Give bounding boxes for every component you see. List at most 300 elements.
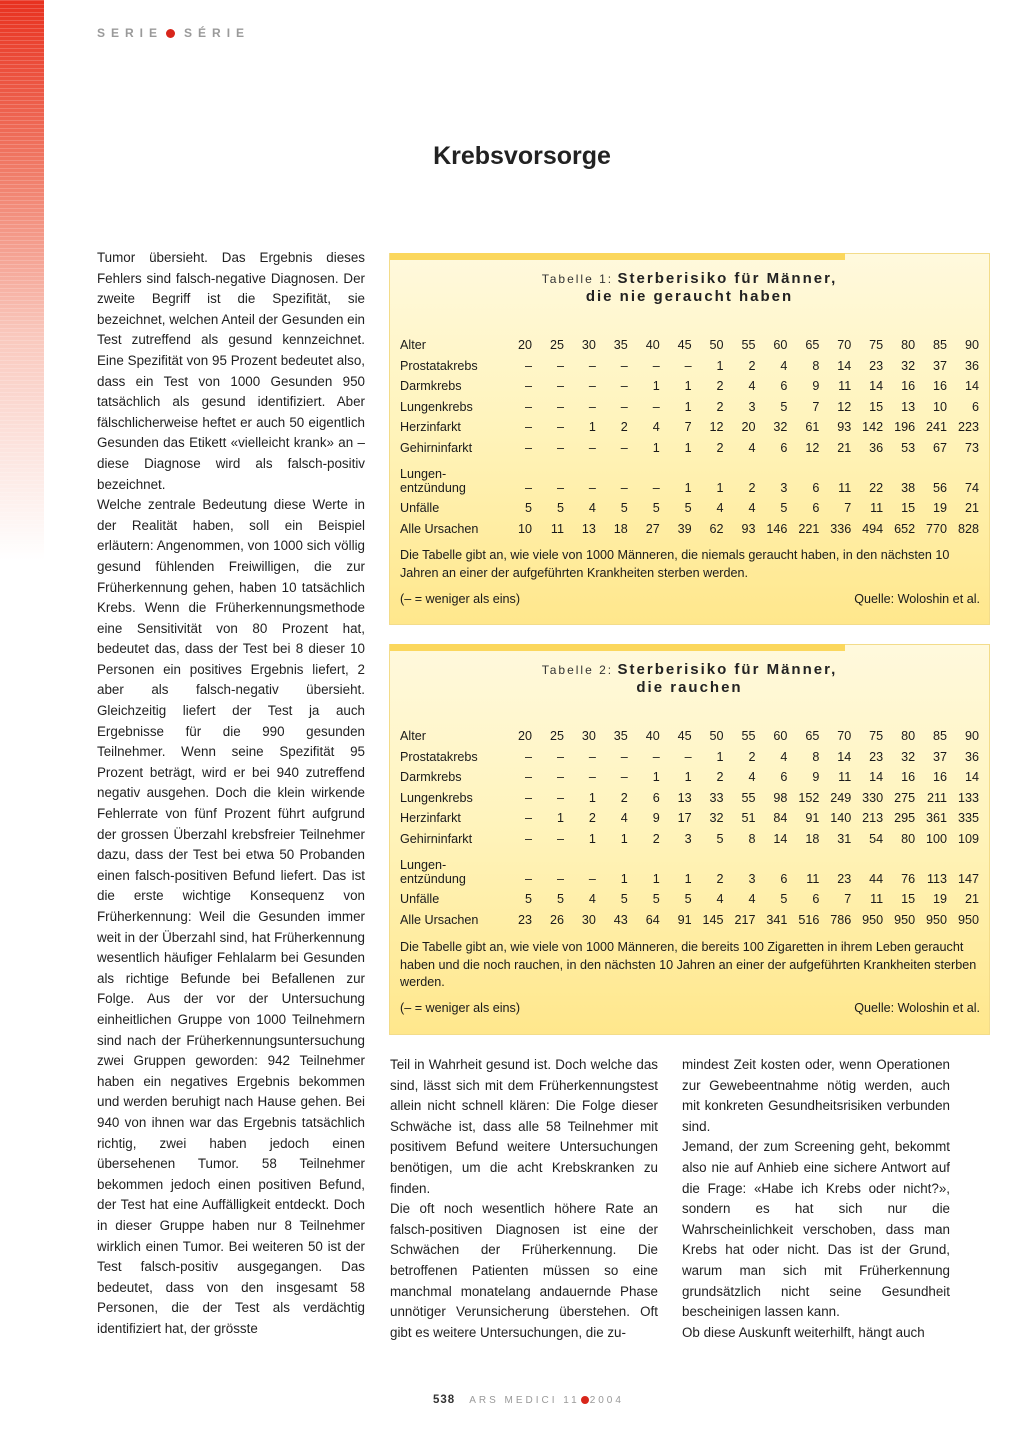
table-cell: 21 [964,501,979,515]
table-cell: 23 [869,749,884,764]
row-label: Alle Ursachen [400,521,479,536]
table-row [400,846,979,886]
table-cell: 5 [556,501,564,515]
row-label: Herzinfarkt [400,420,461,434]
table-cell: 23 [869,358,884,373]
table-cell: 4 [620,811,628,825]
table-cell: 2 [748,480,756,495]
table-cell: 1 [684,399,692,414]
table-cell: 2 [652,831,660,846]
table-row [400,434,979,455]
table-cell: 13 [901,399,916,414]
table-label: Tabelle 2: [541,663,614,677]
table-note: Die Tabelle gibt an, wie viele von 1000 Männeren, die bereits 100 Zigaretten in ihrem Leben geraucht haben und die noch rauchen, in den nächsten 10 Jahren an einer der aufgeführten Krankheiten sterben werden. [400,940,977,989]
table-cell: 4 [716,501,724,515]
data-table [400,721,979,927]
table-cell: 1 [684,770,692,784]
column-header-age: 35 [613,729,628,743]
paragraph: Welche zentrale Bedeutung diese Werte in der Realität haben, soll ein Beispiel erläutern: Angenommen, von 1000 sich völlig gesund fühlenden Freiwilligen, die zur Früherkennung gehen, haben 10 tatsächlich Krebs. Wenn die Früherkennungsmethode eine Sensitivität von 80 Prozent hat, bedeutet das, dass der Test bei 8 dieser 10 Personen ein positives Ergebnis liefert, 2 aber als falsch-negativ übersieht. Gleichzeitig liefert der Test ja auch Ergebnisse für die 990 gesunden Teilnehmer. Wenn seine Spezifität 95 Prozent beträgt, wird er bei 940 zutreffend negativ ausgehen. Doch die klein wirkende Fehlerrate von fünf Prozent führt aufgrund der grossen Überzahl krebsfreier Teilnehmer dazu, dass der Test bei etwa 50 Probanden einen falsch-positiven Befund liefert. Das ist die erste wichtige Konsequenz von Früherkennung: Weil die Gesunden immer weit in der Überzahl sind, hat Früherkennung wesentlich häufiger Fehlalarm bei Gesunden als richtige Befunde bei Befallenen zur Folge. Aus der vor der Untersuchung einheitlichen Gruppe von 1000 Teilnehmern sind nach der Früherkennungsuntersuchung zwei Gruppen geworden: 942 Teilnehmer haben ein negatives Ergebnis bekommen und werden beruhigt nach Hause gehen. Bei 940 von ihnen war das Ergebnis tatsächlich richtig, zwei haben jedoch einen übersehenen Tumor. 58 Teilnehmer bekommen jedoch einen positiven Befund, der Test hat eine Auffälligkeit entdeckt. Doch in dieser Gruppe haben nur 8 Teilnehmer wirklich einen Tumor. Bei weiteren 50 ist der Test falsch-positiv ausgegangen. Das bedeutet, dass von den insgesamt 58 Personen, die der Test als verdächtig identifiziert hat, der grösste [97,497,365,1336]
table-cell: – [525,871,533,886]
column-header-age: 80 [901,338,916,352]
paragraph: Die oft noch wesentlich höhere Rate an falsch-positiven Diagnosen ist eine der Schwächen der Früherkennung. Die betroffenen Patienten müssen so eine manchmal monatelang andauernde Phase unnötiger Verunsicherung überstehen. Oft gibt es weitere Untersuchungen, die zu- [390,1201,658,1340]
text-column-right [682,1055,950,1343]
table-cell: 9 [812,379,820,393]
table-cell: 11 [870,501,884,515]
table-cell: – [588,358,596,373]
table-cell: 2 [588,811,596,825]
table-cell: – [556,871,564,886]
table-cell: 1 [588,790,596,805]
table-cell: 2 [620,790,628,805]
table-cell: 2 [748,358,756,373]
table-cell: 223 [957,420,979,434]
table-cell: 7 [844,892,852,906]
column-header-age: 30 [581,338,596,352]
table-cell: 361 [926,811,948,825]
column-header-age: 55 [741,729,756,743]
table-cell: – [588,871,596,886]
table-cell: 36 [964,358,979,373]
table-cell: 32 [709,811,724,825]
row-label-part: Lungen- [400,466,447,481]
table-cell: 113 [926,871,948,886]
journal-year: 2004 [589,1394,624,1406]
table-cell: – [525,440,533,455]
table-cell: 1 [684,871,692,886]
table-cell: 32 [773,420,788,434]
table-cell: – [556,790,564,805]
table-cell: 770 [926,521,948,536]
table-cell: 6 [780,770,788,784]
table-cell: 8 [748,831,756,846]
table-cell: – [556,770,564,784]
table-cell: 6 [812,480,820,495]
table-cell: 145 [702,912,724,927]
table-cell: 2 [716,871,724,886]
table-source: Quelle: Woloshin et al. [854,1001,980,1015]
table-cell: 27 [645,521,660,536]
table-cell: 133 [957,790,979,805]
column-header-age: 70 [837,338,852,352]
row-label: Unfälle [400,501,440,515]
table-cell: – [588,399,596,414]
table-cell: 140 [830,811,852,825]
column-header-age: 75 [869,729,884,743]
table-cell: 786 [830,912,852,927]
table-cell: – [588,749,596,764]
table-cell: 15 [901,501,916,515]
table-cell: – [556,831,564,846]
row-label: Unfälle [400,892,440,906]
table-cell: 93 [741,521,756,536]
table-cell: 5 [780,399,788,414]
journal-name: ARS MEDICI 11 [469,1394,580,1406]
table-cell: 5 [525,501,533,515]
table-cell: 64 [645,912,660,927]
column-header-age: 25 [549,338,564,352]
paragraph: Tumor übersieht. Das Ergebnis dieses Fehlers sind falsch-negative Diagnosen. Der zweite Begriff ist die Spezifität, sie bezeichnet, welchen Anteil der Gesunden ein Test zutreffend als gesund kennzeichnet. Eine Spezifität von 95 Prozent bedeutet also, dass ein Test von 1000 Gesunden 950 tatsächlich als gesund identifiziert. Aber fälschlicherweise heftet er auch 50 eigentlich Gesunden das Etikett «vielleicht krank» an – diese Diagnose wird als falsch-positiv bezeichnet. [97,250,365,492]
table-cell: – [684,358,692,373]
row-label [400,846,500,886]
table-cell: 11 [550,521,564,536]
table-cell: 37 [933,358,948,373]
table-cell: 330 [862,790,884,805]
table-cell: 1 [652,770,660,784]
table-cell: 53 [901,440,916,455]
table-cell: 2 [716,399,724,414]
row-label: Lungenkrebs [400,399,473,414]
table-cell: 3 [748,399,756,414]
row-label: Gehirninfarkt [400,831,473,846]
table-cell: 84 [773,811,788,825]
column-header-age: 85 [933,338,948,352]
table-cell: 14 [837,749,852,764]
table-cell: 1 [684,480,692,495]
table-cell: 54 [869,831,884,846]
table-header-row [400,721,979,743]
table-cell: 15 [869,399,884,414]
table-cell: 3 [748,871,756,886]
table-cell: 51 [741,811,756,825]
table-cell: – [525,831,533,846]
table-cell: 14 [964,770,979,784]
paragraph: Jemand, der zum Screening geht, bekommt also nie auf Anhieb eine sichere Antwort auf die Frage: «Habe ich Krebs oder nicht?», sondern es hat sich nur die Wahrscheinlichkeit verschoben, dass man Krebs hat oder nicht. Das ist der Grund, warum man sich mit Früherkennung grundsätzlich nicht seine Gesundheit bescheinigen lassen kann. [682,1139,950,1320]
table-cell: 146 [766,521,788,536]
table-title-line2: die nie geraucht haben [585,288,794,305]
table-cell: 4 [588,892,596,906]
table-cell: 5 [780,892,788,906]
table-cell: 4 [780,749,788,764]
page-title: Krebsvorsorge [433,142,611,170]
table-cell: 16 [901,379,916,393]
table-cell: 38 [901,480,916,495]
table-legend: (– = weniger als eins) [400,1001,521,1015]
table-cell: 12 [709,420,724,434]
table-cell: 1 [684,379,692,393]
table-row [400,393,979,414]
row-label: Herzinfarkt [400,811,461,825]
table-cell: 4 [748,892,756,906]
table-cell: 8 [812,358,820,373]
table-cell: 22 [869,480,884,495]
table-row [400,373,979,394]
column-header-age: 35 [613,338,628,352]
table-cell: – [556,480,564,495]
table-accent-bar [390,253,845,260]
row-label: Prostatakrebs [400,358,478,373]
table-cell: 62 [709,521,724,536]
table-cell: 11 [838,770,852,784]
table-cell: – [525,358,533,373]
table-cell: 950 [862,912,884,927]
data-table [400,330,979,536]
table-title: Sterberisiko für Männer, [617,270,838,287]
table-cell: 4 [748,501,756,515]
table-cell: 11 [838,480,852,495]
table-cell: 76 [901,871,916,886]
table-cell: 275 [894,790,916,805]
table-cell: 6 [652,790,660,805]
column-header-age: 85 [933,729,948,743]
table-row [400,515,979,536]
table-cell: – [556,379,564,393]
table-cell: 1 [556,811,564,825]
table-cell: 5 [652,892,660,906]
table-cell: 4 [748,440,756,455]
table-cell: – [525,770,533,784]
column-header-age: 40 [645,729,660,743]
table-legend: (– = weniger als eins) [400,592,521,606]
table-cell: – [588,480,596,495]
table-cell: 12 [805,440,820,455]
table-caption [390,661,989,696]
table-cell: 6 [780,440,788,455]
table-source: Quelle: Woloshin et al. [854,592,980,606]
table-cell: 37 [933,749,948,764]
table-cell: 6 [812,501,820,515]
table-cell: 5 [620,892,628,906]
table-cell: 8 [812,749,820,764]
table-cell: 31 [837,831,852,846]
table-cell: 4 [716,892,724,906]
table-cell: – [684,749,692,764]
table-cell: 4 [748,379,756,393]
table-cell: – [620,358,628,373]
table-cell: 2 [748,749,756,764]
row-label: Prostatakrebs [400,749,478,764]
table-cell: 950 [894,912,916,927]
table-cell: 91 [805,811,820,825]
table-accent-bar [390,644,845,651]
table-cell: 20 [741,420,756,434]
paragraph: Ob diese Auskunft weiterhilft, hängt auch [682,1324,925,1340]
page-footer [433,1394,624,1406]
table-cell: – [525,811,533,825]
table-cell: 1 [620,831,628,846]
table-cell: 336 [830,521,852,536]
table-cell: 23 [518,912,533,927]
table-cell: 211 [926,790,948,805]
table-cell: 2 [716,379,724,393]
column-header-age: 45 [677,338,692,352]
table-cell: 16 [933,379,948,393]
table-cell: 55 [741,790,756,805]
table-cell: 17 [677,811,692,825]
table-cell: – [620,480,628,495]
column-header-age: 90 [964,729,979,743]
table-cell: 13 [677,790,692,805]
table-cell: 80 [901,831,916,846]
table-cell: 39 [677,521,692,536]
table-cell: 6 [971,399,979,414]
row-label: Darmkrebs [400,770,462,784]
table-cell: 11 [870,892,884,906]
table-cell: 10 [518,521,533,536]
table-cell: – [652,399,660,414]
table-cell: 21 [964,892,979,906]
row-label: Gehirninfarkt [400,440,473,455]
table-cell: 828 [957,521,979,536]
table-cell: 950 [926,912,948,927]
table-cell: – [588,440,596,455]
table-cell: 33 [709,790,724,805]
table-cell: 147 [957,871,979,886]
table-cell: 12 [837,399,852,414]
table-cell: 15 [901,892,916,906]
table-cell: 100 [926,831,948,846]
table-cell: 91 [677,912,692,927]
table-cell: 142 [862,420,884,434]
table-cell: – [525,379,533,393]
table-cell: – [525,420,533,434]
table-cell: 241 [926,420,948,434]
table-cell: 7 [812,399,820,414]
table-cell: 5 [620,501,628,515]
table-header-row [400,330,979,352]
paragraph: Teil in Wahrheit gesund ist. Doch welche das sind, lässt sich mit dem Früherkennungstest allein nicht schnell klären: Die Folge dieser Schwäche ist, dass alle 58 Teilnehmer mit positivem Befund weitere Untersuchungen benötigen, um die acht Krebskranken zu finden. [390,1057,658,1196]
red-dot-icon [581,1396,589,1404]
table-cell: 6 [812,892,820,906]
table-cell: 1 [620,871,628,886]
table-cell: – [556,749,564,764]
table-title: Sterberisiko für Männer, [617,661,838,678]
table-cell: 16 [901,770,916,784]
table-caption [390,270,989,305]
table-cell: 7 [684,420,692,434]
table-cell: 1 [652,440,660,455]
column-header-age: 45 [677,729,692,743]
row-label: Darmkrebs [400,379,462,393]
table-cell: – [620,749,628,764]
table-cell: 98 [773,790,788,805]
table-cell: 1 [684,440,692,455]
table-cell: 23 [837,871,852,886]
table-cell: 21 [837,440,852,455]
column-header-age: 65 [805,338,820,352]
table-cell: – [556,358,564,373]
table-row [400,495,979,516]
column-header-label: Alter [400,338,426,352]
table-cell: 335 [957,811,979,825]
table-cell: 341 [766,912,788,927]
table-cell: – [620,379,628,393]
column-header-age: 60 [773,338,788,352]
row-label-part: entzündung [400,871,466,886]
table-footer [400,1001,980,1015]
table-cell: 36 [869,440,884,455]
table-cell: 30 [581,912,596,927]
table-cell: – [620,440,628,455]
table-cell: 9 [652,811,660,825]
table-cell: 14 [869,379,884,393]
table-row [400,455,979,495]
table-row [400,886,979,907]
table-row [400,906,979,927]
table-cell: – [525,749,533,764]
table-cell: 217 [734,912,756,927]
table-cell: – [525,480,533,495]
table-cell: 18 [805,831,820,846]
edge-color-stripe [0,0,44,560]
table-cell: 4 [652,420,660,434]
table-cell: 5 [684,501,692,515]
column-header-age: 25 [549,729,564,743]
table-label: Tabelle 1: [541,272,614,286]
table-cell: 109 [957,831,979,846]
red-dot-icon [166,29,175,38]
table-cell: 2 [716,770,724,784]
table-cell: 93 [837,420,852,434]
table-cell: 1 [716,749,724,764]
table-cell: 13 [581,521,596,536]
table-cell: 26 [549,912,564,927]
table-cell: 652 [894,521,916,536]
table-cell: 4 [780,358,788,373]
paragraph: mindest Zeit kosten oder, wenn Operationen zur Gewebeentnahme nötig werden, auch mit konkreten Gesundheitsrisiken verbunden sind. [682,1057,950,1134]
table-cell: 2 [716,440,724,455]
table-cell: 1 [716,358,724,373]
row-label-part: Lungen- [400,857,447,872]
table-note: Die Tabelle gibt an, wie viele von 1000 Männeren, die niemals geraucht haben, in den nächsten 10 Jahren an einer der aufgeführten Krankheiten sterben werden. [400,548,950,580]
table-cell: 14 [773,831,788,846]
table-title-line2: die rauchen [636,679,743,696]
table-cell: 3 [684,831,692,846]
table-cell: 16 [933,770,948,784]
table-cell: 19 [933,501,948,515]
table-cell: 44 [869,871,884,886]
column-header-age: 70 [837,729,852,743]
table-cell: – [588,770,596,784]
table-cell: 56 [933,480,948,495]
table-cell: 10 [933,399,948,414]
table-cell: 4 [588,501,596,515]
row-label: Alle Ursachen [400,912,479,927]
table-cell: – [525,790,533,805]
text-column-left [97,248,365,1339]
table-cell: – [620,399,628,414]
table-cell: 36 [964,749,979,764]
table-cell: 3 [780,480,788,495]
table-cell: 1 [652,379,660,393]
table-cell: 19 [933,892,948,906]
table-cell: 14 [869,770,884,784]
series-header [97,26,250,40]
table-cell: 5 [716,831,724,846]
text-column-middle [390,1055,658,1343]
table-cell: – [556,399,564,414]
table-row [400,825,979,846]
table-cell: 14 [964,379,979,393]
table-cell: 950 [957,912,979,927]
column-header-age: 80 [901,729,916,743]
table-row [400,784,979,805]
page-number: 538 [433,1394,456,1406]
table-cell: 4 [748,770,756,784]
series-label-fr: SÉRIE [184,26,251,40]
table-cell: – [556,440,564,455]
table-cell: 213 [862,811,884,825]
column-header-age: 90 [964,338,979,352]
table-cell: 61 [805,420,820,434]
table-cell: 1 [588,831,596,846]
table-cell: 295 [894,811,916,825]
column-header-age: 65 [805,729,820,743]
table-cell: – [556,420,564,434]
column-header-age: 75 [869,338,884,352]
table-cell: 5 [652,501,660,515]
column-header-age: 60 [773,729,788,743]
table-cell: 1 [716,480,724,495]
